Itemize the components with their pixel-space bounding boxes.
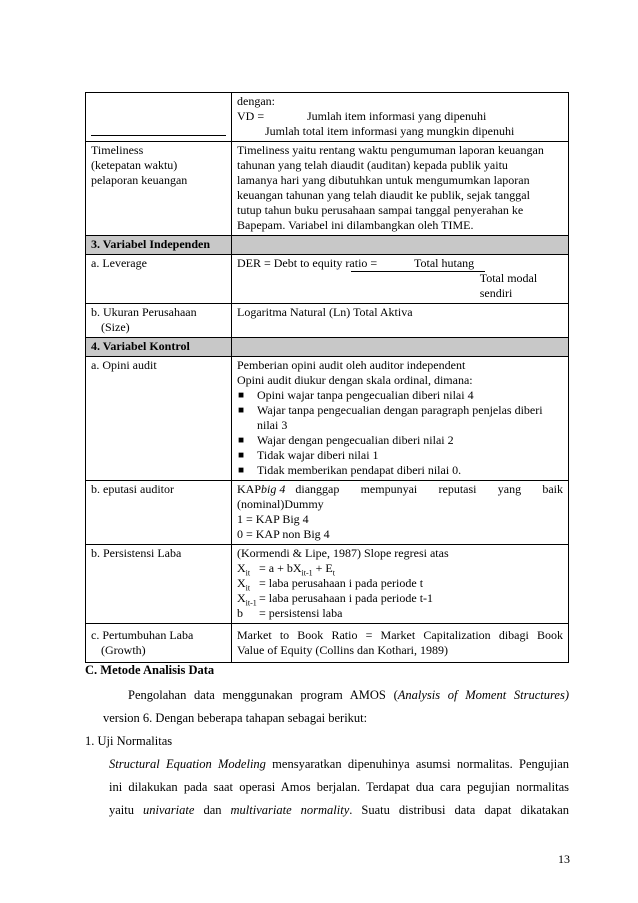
opini-bullet-list bbox=[237, 388, 563, 478]
persistensi-name: b. Persistensi Laba bbox=[86, 545, 232, 624]
square-bullet-icon: ■ bbox=[238, 465, 245, 476]
pertumbuhan-name: c. Pertumbuhan Laba bbox=[91, 628, 194, 642]
vd-numerator: Jumlah item informasi yang dipenuhi bbox=[307, 109, 487, 123]
leverage-name: a. Leverage bbox=[86, 255, 232, 304]
section-row-kontrol bbox=[86, 338, 569, 357]
reputasi-line1-tail: dianggap mempunyai reputasi yang baik bbox=[295, 482, 563, 496]
reputasi-line1 bbox=[237, 482, 563, 497]
vd-formula-cell bbox=[232, 93, 569, 142]
para1-line2: version 6. Dengan beberapa tahapan sebagai berikut: bbox=[103, 711, 368, 725]
persistensi-equation: $X_{it}$ = $a + bX_{it-1} + E_t$ bbox=[237, 561, 335, 578]
table-row-leverage bbox=[86, 255, 569, 304]
para2-line2: ini dilakukan pada saat operasi Amos berjalan. Terdapat dua cara pegujian normalitas bbox=[109, 780, 569, 794]
opini-intro-1: Pemberian opini audit oleh auditor independent bbox=[237, 358, 466, 372]
table-row-reputasi bbox=[86, 481, 569, 545]
section-independen-title: 3. Variabel Independen bbox=[86, 236, 232, 255]
list-item: ■ Opini wajar tanpa pengecualian diberi nilai 4 bbox=[238, 388, 474, 402]
persistensi-b-def: b = persistensi laba bbox=[237, 606, 343, 620]
list-item: ■ Wajar tanpa pengecualian dengan paragraph penjelas diberi nilai 3 bbox=[238, 403, 543, 432]
para1-line1: Pengolahan data menggunakan program AMOS (Analysis of Moment Structures) bbox=[128, 688, 569, 702]
item-uji-normalitas: 1. Uji Normalitas bbox=[85, 734, 173, 748]
pertumbuhan-line1: Market to Book Ratio = Market Capitalization dibagi Book bbox=[237, 628, 563, 642]
opini-intro-2: Opini audit diukur dengan skala ordinal, dimana: bbox=[237, 373, 473, 387]
table-row-timeliness bbox=[86, 142, 569, 236]
vd-dengan: dengan: bbox=[237, 94, 275, 108]
leverage-lhs: DER = Debt to equity ratio = bbox=[237, 256, 378, 270]
ukuran-name-sub: (Size) bbox=[101, 320, 130, 334]
persistensi-definition-cell bbox=[232, 545, 569, 624]
pertumbuhan-name-sub: (Growth) bbox=[101, 643, 146, 657]
timeliness-name-cell bbox=[86, 142, 232, 236]
reputasi-dummy: (nominal)Dummy bbox=[237, 497, 324, 511]
opini-definition-cell bbox=[232, 357, 569, 481]
square-bullet-icon: ■ bbox=[238, 405, 245, 416]
para2-line1: Structural Equation Modeling mensyaratkan dipenuhinya asumsi normalitas. Pengujian bbox=[109, 757, 569, 771]
vd-lhs: VD = bbox=[237, 109, 265, 123]
vd-empty-cell bbox=[86, 93, 232, 142]
leverage-line2 bbox=[237, 271, 563, 301]
vd-numerator-line bbox=[237, 109, 563, 124]
reputasi-big4-value: 1 = KAP Big 4 bbox=[237, 512, 309, 526]
table-row-vd bbox=[86, 93, 569, 142]
reputasi-definition-cell bbox=[232, 481, 569, 545]
square-bullet-icon: ■ bbox=[238, 390, 245, 401]
section-kontrol-title: 4. Variabel Kontrol bbox=[86, 338, 232, 357]
pertumbuhan-definition-cell bbox=[232, 624, 569, 663]
persistensi-xit-def: $X_{it}$ = laba perusahaan i pada periode t bbox=[237, 576, 424, 593]
section-row-independen bbox=[86, 236, 569, 255]
section-c-heading: C. Metode Analisis Data bbox=[85, 663, 215, 677]
timeliness-definition: Timeliness yaitu rentang waktu pengumuman laporan keuangan tahunan yang telah diaudit (auditan) kepada publik yaitu lamanya hari yang dibutuhkan untuk mengumumkan laporan keuangan tahunan yang telah diaudit ke publik, sejak tanggal tutup tahun buku perusahaan sampai tanggal penyerahan ke Bapepam. Variabel ini dilambangkan oleh TIME. bbox=[232, 142, 569, 236]
pertumbuhan-line2: Value of Equity (Collins dan Kothari, 1989) bbox=[237, 643, 448, 657]
table-row-ukuran bbox=[86, 304, 569, 338]
section-kontrol-empty bbox=[232, 338, 569, 357]
reputasi-name: b. eputasi auditor bbox=[86, 481, 232, 545]
timeliness-name: Timeliness bbox=[91, 143, 144, 157]
timeliness-name-sub2: pelaporan keuangan bbox=[91, 173, 188, 187]
list-item: ■ Tidak memberikan pendapat diberi nilai 0. bbox=[238, 463, 462, 477]
variable-table bbox=[85, 92, 569, 663]
vd-denominator: Jumlah total item informasi yang mungkin dipenuhi bbox=[265, 124, 515, 138]
vd-left-rule bbox=[91, 135, 226, 136]
leverage-fraction-bar bbox=[351, 271, 485, 272]
para2-line3: yaitu univariate dan multivariate normality. Suatu distribusi data dapat dikatakan bbox=[109, 803, 570, 817]
persistensi-xit1-def: $X_{it-1}$ = laba perusahaan i pada periode t-1 bbox=[237, 591, 434, 608]
reputasi-nonbig4-value: 0 = KAP non Big 4 bbox=[237, 527, 330, 541]
ukuran-name-cell bbox=[86, 304, 232, 338]
leverage-line1 bbox=[237, 256, 563, 271]
reputasi-big4: big 4 bbox=[261, 482, 286, 496]
opini-name: a. Opini audit bbox=[86, 357, 232, 481]
leverage-numerator: Total hutang bbox=[414, 256, 475, 270]
ukuran-definition: Logaritma Natural (Ln) Total Aktiva bbox=[232, 304, 569, 338]
ukuran-name: b. Ukuran Perusahaan bbox=[91, 305, 197, 319]
reputasi-kap: KAP bbox=[237, 482, 262, 496]
square-bullet-icon: ■ bbox=[238, 435, 245, 446]
leverage-denominator: Total modal sendiri bbox=[479, 271, 538, 300]
page-number: 13 bbox=[558, 852, 570, 866]
square-bullet-icon: ■ bbox=[238, 450, 245, 461]
table-row-opini bbox=[86, 357, 569, 481]
table-row-persistensi bbox=[86, 545, 569, 624]
table-row-pertumbuhan bbox=[86, 624, 569, 663]
section-independen-empty bbox=[232, 236, 569, 255]
pertumbuhan-name-cell bbox=[86, 624, 232, 663]
list-item: ■ Wajar dengan pengecualian diberi nilai 2 bbox=[238, 433, 454, 447]
list-item: ■ Tidak wajar diberi nilai 1 bbox=[238, 448, 379, 462]
persistensi-intro: (Kormendi & Lipe, 1987) Slope regresi atas bbox=[237, 546, 449, 560]
timeliness-name-sub: (ketepatan waktu) bbox=[91, 158, 178, 172]
leverage-formula-cell bbox=[232, 255, 569, 304]
